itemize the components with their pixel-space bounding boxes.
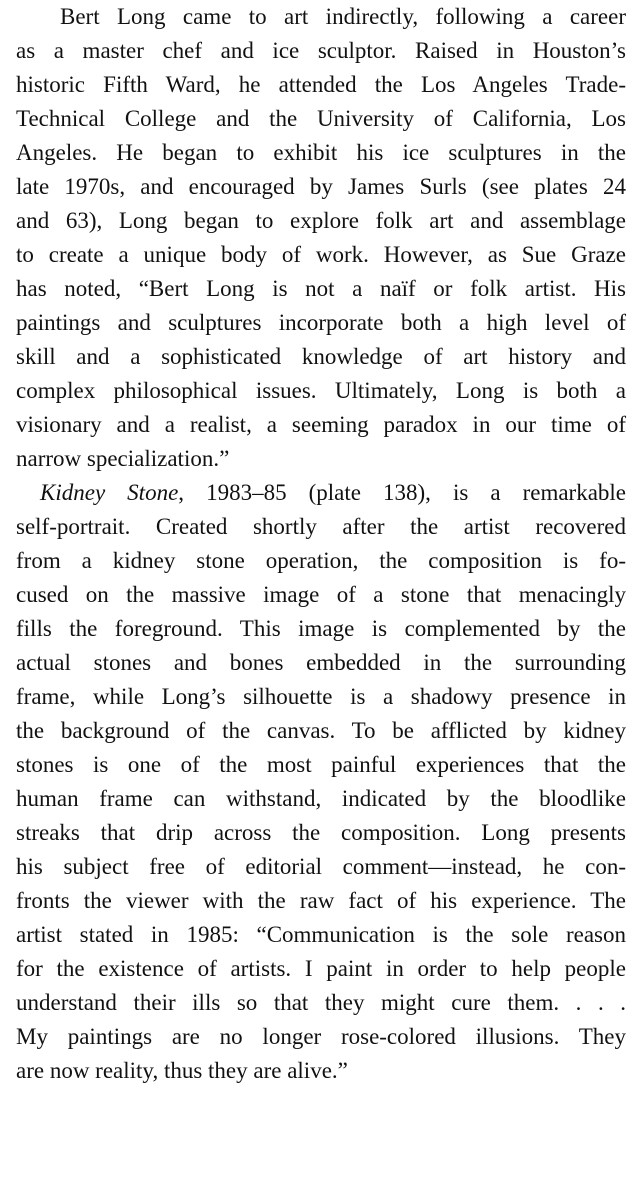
body-line: Angeles. He began to exhibit his ice sculptures in the bbox=[16, 140, 626, 165]
body-line: his subject free of editorial comment—instead, he con- bbox=[16, 854, 626, 879]
body-line: the background of the canvas. To be afflicted by kidney bbox=[16, 718, 626, 743]
body-line: has noted, “Bert Long is not a naïf or folk artist. His bbox=[16, 276, 626, 301]
body-line: understand their ills so that they might cure them. . . . bbox=[16, 990, 626, 1015]
body-line: stones is one of the most painful experiences that the bbox=[16, 752, 626, 777]
body-line: as a master chef and ice sculptor. Raised in Houston’s bbox=[16, 38, 626, 63]
body-line: from a kidney stone operation, the composition is fo- bbox=[16, 548, 626, 573]
body-line: paintings and sculptures incorporate both a high level of bbox=[16, 310, 626, 335]
body-line-rest: , 1983–85 (plate 138), is a remarkable bbox=[178, 480, 627, 505]
body-line: visionary and a realist, a seeming paradox in our time of bbox=[16, 412, 626, 437]
body-line: Bert Long came to art indirectly, following a career bbox=[60, 4, 626, 29]
body-line: fills the foreground. This image is complemented by the bbox=[16, 616, 626, 641]
body-line: My paintings are no longer rose-colored illusions. They bbox=[16, 1024, 626, 1049]
body-line: to create a unique body of work. However, as Sue Graze bbox=[16, 242, 626, 267]
body-line: streaks that drip across the composition. Long presents bbox=[16, 820, 626, 845]
body-line: cused on the massive image of a stone that menacingly bbox=[16, 582, 626, 607]
body-line: narrow specialization.” bbox=[16, 446, 230, 471]
body-line: fronts the viewer with the raw fact of his experience. The bbox=[16, 888, 626, 913]
body-line: for the existence of artists. I paint in order to help people bbox=[16, 956, 626, 981]
artwork-title: Kidney Stone bbox=[40, 480, 179, 505]
body-line: artist stated in 1985: “Communication is the sole reason bbox=[16, 922, 626, 947]
body-line: Technical College and the University of California, Los bbox=[16, 106, 626, 131]
body-line bbox=[40, 476, 626, 510]
body-line: and 63), Long began to explore folk art and assemblage bbox=[16, 208, 626, 233]
body-line: human frame can withstand, indicated by the bloodlike bbox=[16, 786, 626, 811]
body-line: complex philosophical issues. Ultimately, Long is both a bbox=[16, 378, 626, 403]
body-line: actual stones and bones embedded in the surrounding bbox=[16, 650, 626, 675]
body-line: skill and a sophisticated knowledge of art history and bbox=[16, 344, 626, 369]
body-line: self-portrait. Created shortly after the artist recovered bbox=[16, 514, 626, 539]
body-line: late 1970s, and encouraged by James Surls (see plates 24 bbox=[16, 174, 626, 199]
body-line: frame, while Long’s silhouette is a shadowy presence in bbox=[16, 684, 626, 709]
body-line: historic Fifth Ward, he attended the Los Angeles Trade- bbox=[16, 72, 626, 97]
body-line: are now reality, thus they are alive.” bbox=[16, 1058, 348, 1083]
